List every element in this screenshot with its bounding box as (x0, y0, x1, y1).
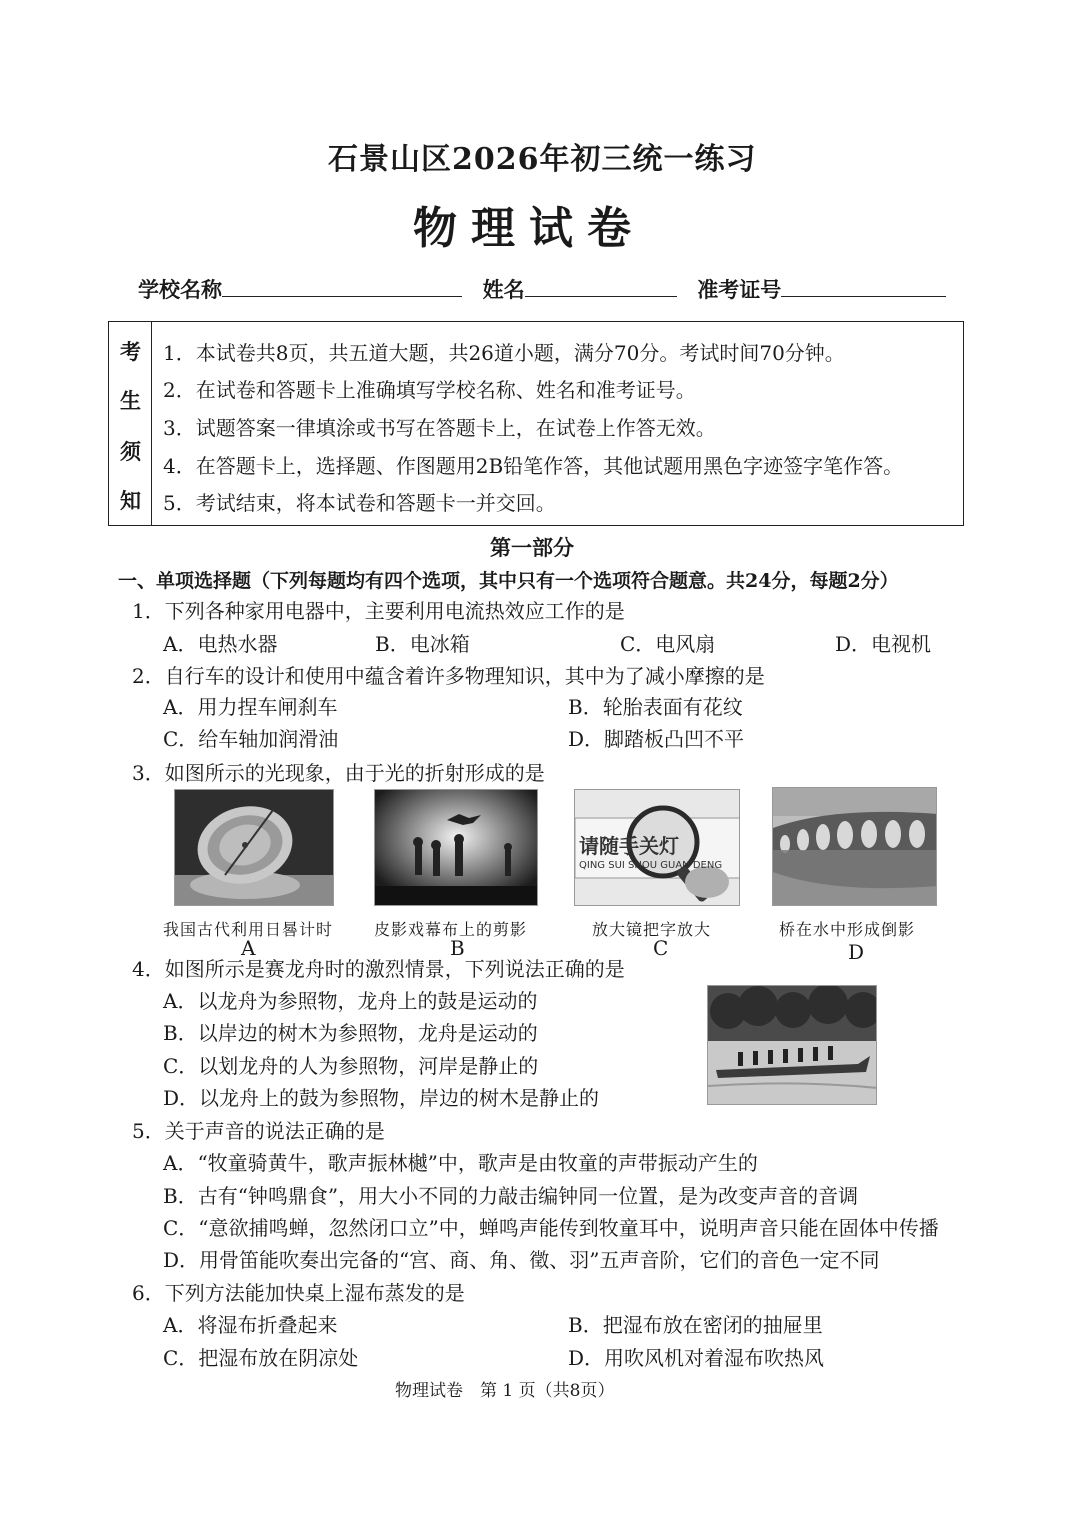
option-a: A．以龙舟为参照物，龙舟上的鼓是运动的 (163, 989, 538, 1013)
option-a: A．将湿布折叠起来 (163, 1313, 338, 1337)
image-letter: D (848, 940, 865, 964)
paper-title: 物理试卷 (413, 203, 645, 254)
lamp-sign-text: 请随手关灯 (579, 834, 679, 858)
option-b: B．古有“钟鸣鼎食”，用大小不同的力敲击编钟同一位置，是为改变声音的音调 (163, 1184, 859, 1208)
notice-item: 4．在答题卡上，选择题、作图题用2B铅笔作答，其他试题用黑色字迹签字笔作答。 (163, 454, 904, 478)
image-letter: C (653, 936, 669, 960)
option-c: C．把湿布放在阴凉处 (163, 1346, 359, 1370)
option-c: C．“意欲捕鸣蝉，忽然闭口立”中，蝉鸣声能传到牧童耳中，说明声音只能在固体中传播 (163, 1216, 939, 1240)
notice-side-char: 生 (120, 388, 141, 413)
part-title: 第一部分 (490, 535, 574, 560)
option-a: A．电热水器 (163, 632, 278, 656)
option-c: C．电风扇 (620, 632, 716, 656)
shadow-puppet-photo (374, 789, 538, 906)
section-title: 一、单项选择题（下列每题均有四个选项，其中只有一个选项符合题意。共24分，每题2分） (118, 570, 899, 592)
school-label: 学校名称 (138, 277, 222, 302)
image-letter: A (241, 936, 256, 960)
question-stem: 1．下列各种家用电器中，主要利用电流热效应工作的是 (132, 599, 625, 623)
notice-item: 2．在试卷和答题卡上准确填写学校名称、姓名和准考证号。 (163, 378, 696, 402)
option-b: B．电冰箱 (375, 632, 470, 656)
option-b: B．轮胎表面有花纹 (568, 695, 743, 719)
question-stem: 2．自行车的设计和使用中蕴含着许多物理知识，其中为了减小摩擦的是 (132, 664, 765, 688)
image-caption: 皮影戏幕布上的剪影 (374, 920, 528, 939)
option-d: D．用吹风机对着湿布吹热风 (568, 1346, 825, 1370)
notice-item: 3．试题答案一律填涂或书写在答题卡上，在试卷上作答无效。 (163, 416, 716, 440)
option-b: B．把湿布放在密闭的抽屉里 (568, 1313, 823, 1337)
notice-side-char: 知 (120, 488, 141, 513)
notice-side-char: 须 (120, 439, 141, 464)
question-stem: 5．关于声音的说法正确的是 (132, 1119, 385, 1143)
info-line (138, 274, 946, 304)
student-name-field[interactable] (525, 275, 677, 297)
option-d: D．脚踏板凸凹不平 (568, 727, 745, 751)
image-caption: 放大镜把字放大 (592, 920, 712, 939)
notice-side-char: 考 (120, 339, 141, 364)
notice-side-label (109, 322, 152, 525)
question-stem: 3．如图所示的光现象，由于光的折射形成的是 (132, 761, 545, 785)
option-c: C．以划龙舟的人为参照物，河岸是静止的 (163, 1054, 539, 1078)
exam-title: 石景山区2026年初三统一练习 (328, 142, 757, 177)
lamp-sign-pinyin: QING SUI SHOU GUAN DENG (579, 860, 723, 871)
question-stem: 6．下列方法能加快桌上湿布蒸发的是 (132, 1281, 465, 1305)
question-stem: 4．如图所示是赛龙舟时的激烈情景，下列说法正确的是 (132, 957, 625, 981)
option-d: D．电视机 (835, 632, 932, 656)
option-a: A．用力捏车闸刹车 (163, 695, 338, 719)
image-letter: B (450, 936, 465, 960)
option-d: D．以龙舟上的鼓为参照物，岸边的树木是静止的 (163, 1086, 600, 1110)
candidate-notice-box (108, 321, 964, 526)
magnifier-photo (574, 789, 740, 906)
image-caption: 我国古代利用日晷计时 (163, 920, 334, 939)
sundial-photo (174, 789, 334, 906)
name-label: 姓名 (482, 277, 525, 302)
id-label: 准考证号 (697, 277, 782, 302)
page-footer: 物理试卷 第 1 页（共8页） (395, 1381, 615, 1401)
option-a: A．“牧童骑黄牛，歌声振林樾”中，歌声是由牧童的声带振动产生的 (163, 1151, 758, 1175)
school-name-field[interactable] (222, 275, 462, 297)
dragon-boat-photo (707, 985, 877, 1105)
notice-item: 5．考试结束，将本试卷和答题卡一并交回。 (163, 491, 556, 515)
option-c: C．给车轴加润滑油 (163, 727, 339, 751)
bridge-photo (772, 787, 937, 906)
image-caption: 桥在水中形成倒影 (779, 920, 916, 939)
option-d: D．用骨笛能吹奏出完备的“宫、商、角、徵、羽”五声音阶，它们的音色一定不同 (163, 1248, 880, 1272)
option-b: B．以岸边的树木为参照物，龙舟是运动的 (163, 1021, 538, 1045)
notice-item: 1．本试卷共8页，共五道大题，共26道小题，满分70分。考试时间70分钟。 (163, 341, 845, 365)
exam-id-field[interactable] (781, 275, 946, 297)
